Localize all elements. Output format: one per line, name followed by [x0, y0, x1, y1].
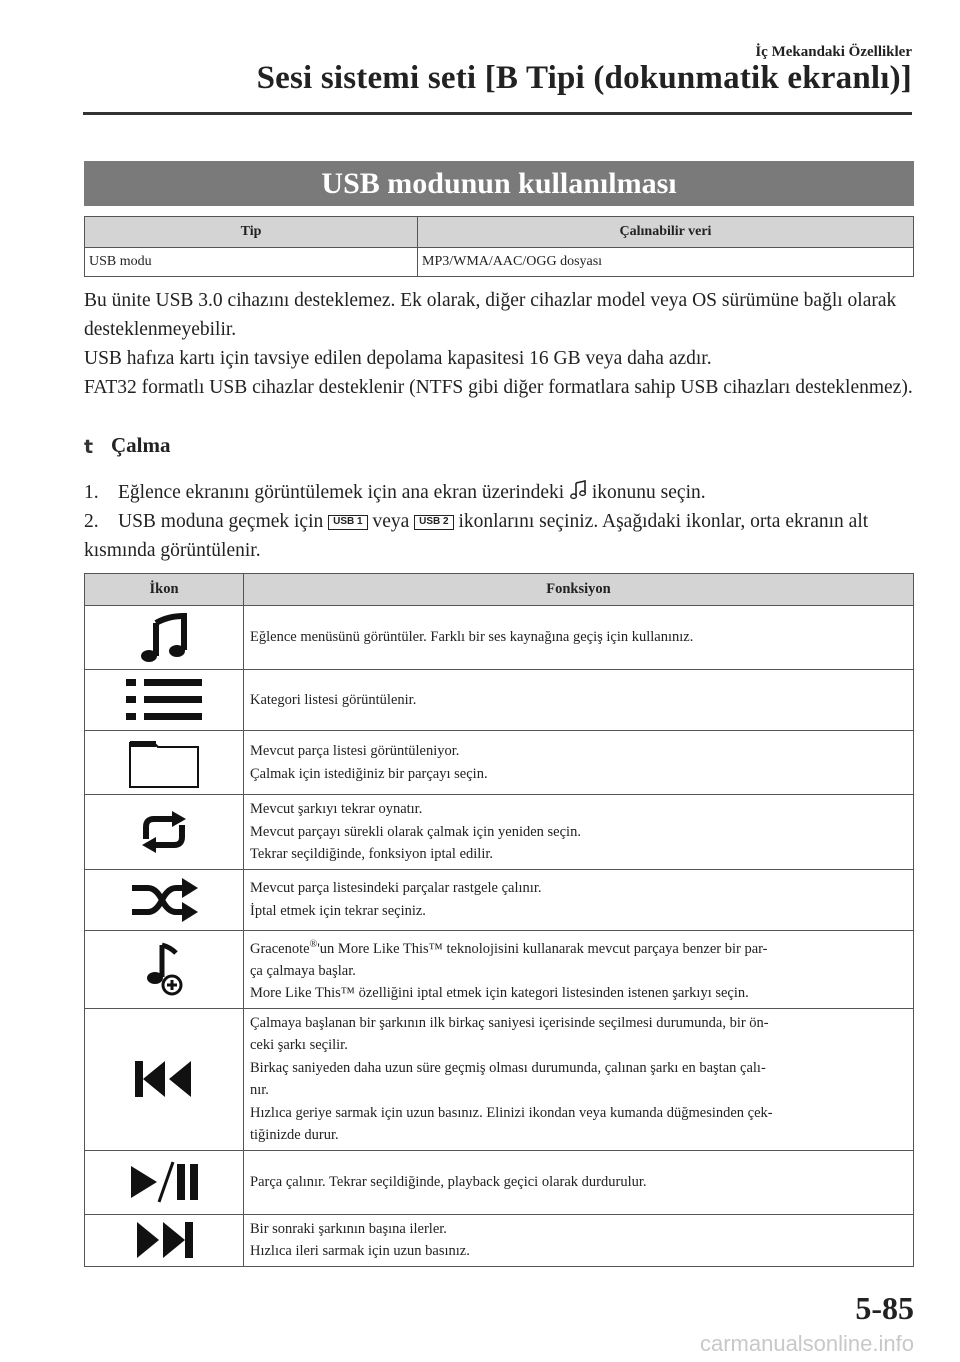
function-line: Kategori listesi görüntülenir. [250, 691, 417, 708]
usb2-button: USB 2 [414, 515, 453, 530]
step-1 [84, 478, 924, 507]
function-cell [244, 869, 914, 930]
function-cell [244, 930, 914, 1008]
step-text: USB moduna geçmek için [118, 511, 324, 532]
section-header: İç Mekandaki Özellikler [755, 44, 912, 60]
function-cell [244, 670, 914, 731]
watermark: carmanualsonline.info [699, 1331, 914, 1356]
gracenote-text-rest: 'un More Like This™ teknolojisini kullanarak mevcut parçaya benzer bir par- [317, 940, 768, 957]
function-cell [244, 606, 914, 670]
table-row [85, 930, 914, 1008]
table-row [85, 606, 914, 670]
function-line: nır. [250, 1082, 269, 1099]
step-text: Eğlence ekranını görüntülemek için ana ekran üzerindeki [118, 482, 565, 503]
type-table [84, 216, 914, 277]
function-line: İptal etmek için tekrar seçiniz. [250, 902, 426, 919]
section-title: Çalma [111, 433, 171, 457]
registered-mark: ® [309, 938, 318, 950]
icon-table [84, 573, 914, 1267]
icon-cell [85, 731, 244, 795]
function-line: Tekrar seçildiğinde, fonksiyon iptal edilir. [250, 846, 494, 862]
table-row [85, 731, 914, 795]
function-line: Çalmak için istediğiniz bir parçayı seçin. [250, 765, 488, 782]
function-line: Mevcut parça listesindeki parçalar rastgele çalınır. [250, 880, 542, 896]
step-2 [84, 507, 924, 565]
skip-back-icon [133, 1059, 195, 1099]
music-note-icon [136, 610, 192, 666]
function-line: Parça çalınır. Tekrar seçildiğinde, playback geçici olarak durdurulur. [250, 1174, 647, 1191]
function-cell [244, 1008, 914, 1150]
function-line: Eğlence menüsünü görüntüler. Farklı bir ses kaynağına geçiş için kullanınız. [250, 629, 694, 646]
step-number: 2. [84, 511, 99, 532]
function-line: Mevcut parça listesi görüntüleniyor. [250, 743, 460, 759]
step-text-end: ikonlarını seçiniz. Aşağıdaki ikonlar, orta ekranın alt kısmında görüntülenir. [84, 511, 869, 561]
function-line: More Like This™ özelliğini iptal etmek için kategori listesinden istenen şarkıyı seçin. [250, 985, 749, 1002]
intro-paragraph-3: FAT32 formatlı USB cihazlar desteklenir (NTFS gibi diğer formatlara sahip USB cihazları desteklenmez). [84, 377, 913, 398]
function-line: Bir sonraki şarkının başına ilerler. [250, 1220, 447, 1237]
icon-cell [85, 670, 244, 731]
usb1-button: USB 1 [328, 515, 367, 530]
icon-cell [85, 606, 244, 670]
type-cell: USB modu [85, 248, 418, 277]
type-table-header-tip: Tip [85, 217, 418, 248]
skip-forward-icon [133, 1220, 195, 1260]
step-number: 1. [84, 482, 99, 503]
section-banner: USB modunun kullanılması [84, 161, 914, 206]
function-cell [244, 1214, 914, 1266]
play-pause-icon [127, 1160, 201, 1204]
repeat-icon [134, 809, 194, 855]
icon-cell [85, 1008, 244, 1150]
table-row [85, 795, 914, 870]
page-title: Sesi sistemi seti [B Tipi (dokunmatik ekranlı)] [256, 60, 912, 96]
music-note-icon [569, 479, 587, 501]
header-divider [83, 112, 912, 115]
icon-cell [85, 1150, 244, 1214]
function-line: ça çalmaya başlar. [250, 962, 356, 979]
intro-paragraph-2: USB hafıza kartı için tavsiye edilen depolama kapasitesi 16 GB veya daha azdır. [84, 348, 712, 369]
step-text-end: ikonunu seçin. [591, 482, 706, 503]
function-line: Çalmaya başlanan bir şarkının ilk birkaç saniyesi içerisinde seçilmesi durumunda, bir ön- [250, 1014, 769, 1031]
section-marker: t [84, 436, 94, 458]
data-cell: MP3/WMA/AAC/OGG dosyası [418, 248, 914, 277]
icon-table-header-function: Fonksiyon [244, 574, 914, 606]
table-row [85, 670, 914, 731]
page-number: 5-85 [855, 1290, 914, 1326]
step-text-middle: veya [372, 511, 410, 532]
table-row [85, 1150, 914, 1214]
function-line: Birkaç saniyeden daha uzun süre geçmiş olması durumunda, çalınan şarkı en baştan çalı- [250, 1059, 766, 1076]
table-row [85, 1008, 914, 1150]
table-row [85, 248, 914, 277]
intro-paragraph-1: Bu ünite USB 3.0 cihazını desteklemez. Ek olarak, diğer cihazlar model veya OS sürümüne bağlı olarak desteklenmeyebilir. [84, 290, 897, 340]
function-cell [244, 1150, 914, 1214]
function-cell [244, 795, 914, 870]
function-line: ceki şarkı seçilir. [250, 1037, 348, 1054]
function-line: Hızlıca ileri sarmak için uzun basınız. [250, 1243, 470, 1260]
icon-cell [85, 869, 244, 930]
more-like-this-icon [142, 941, 186, 997]
folder-icon [128, 737, 200, 789]
icon-cell [85, 1214, 244, 1266]
category-list-icon [124, 675, 204, 725]
gracenote-text: Gracenote [250, 940, 310, 957]
table-row [85, 1214, 914, 1266]
function-line [250, 934, 907, 960]
table-row [85, 869, 914, 930]
function-line: Mevcut şarkıyı tekrar oynatır. [250, 801, 423, 817]
shuffle-icon [128, 876, 200, 924]
icon-cell [85, 930, 244, 1008]
icon-table-header-icon: İkon [85, 574, 244, 606]
function-cell [244, 731, 914, 795]
type-table-header-data: Çalınabilir veri [418, 217, 914, 248]
function-line: tiğinizde durur. [250, 1127, 339, 1144]
function-line: Mevcut parçayı sürekli olarak çalmak için yeniden seçin. [250, 823, 581, 840]
function-line: Hızlıca geriye sarmak için uzun basınız. Elinizi ikondan veya kumanda düğmesinden çek- [250, 1104, 773, 1121]
icon-cell [85, 795, 244, 870]
